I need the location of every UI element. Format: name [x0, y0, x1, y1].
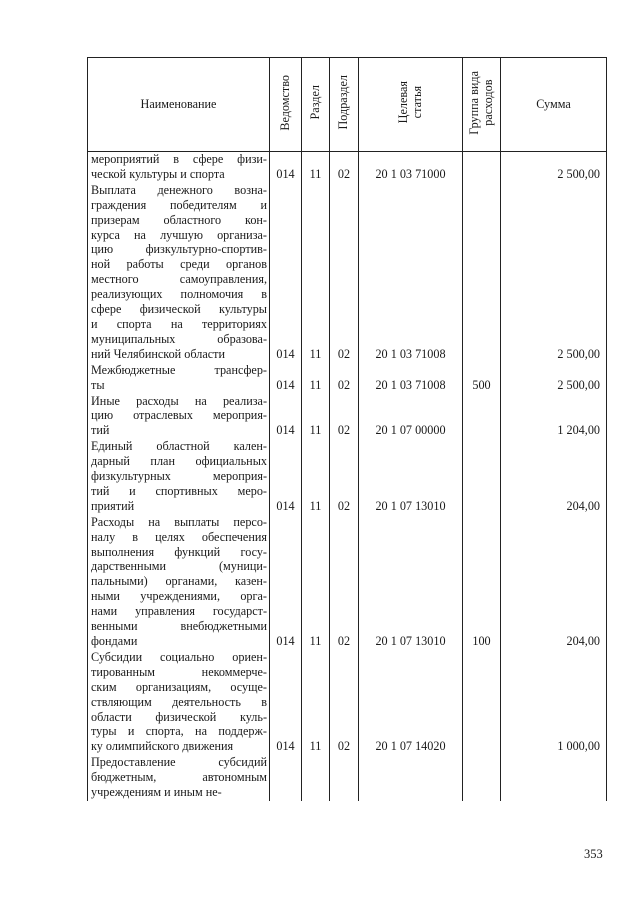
cell-name-line: бюджетным, автономным: [91, 770, 267, 785]
header-razdel: [302, 58, 330, 152]
cell-celevaya-statya: [359, 755, 463, 801]
cell-name-line: ты: [91, 377, 105, 392]
cell-razdel: 11: [302, 515, 330, 650]
table-row: [88, 394, 607, 440]
cell-podrazdel: 02: [330, 515, 359, 650]
cell-celevaya-statya: 20 1 03 71008: [359, 363, 463, 394]
cell-celevaya-statya: 20 1 07 13010: [359, 515, 463, 650]
header-razdel-text: Раздел: [307, 85, 322, 120]
cell-name-line: тий: [91, 423, 110, 438]
table-row: [88, 755, 607, 801]
cell-summa: 2 500,00: [501, 363, 607, 394]
table-row: [88, 363, 607, 394]
cell-name-line: сфере физической культуры: [91, 302, 267, 317]
cell-razdel: [302, 755, 330, 801]
cell-celevaya-statya: 20 1 07 00000: [359, 394, 463, 440]
cell-summa: 1 000,00: [501, 650, 607, 755]
cell-podrazdel: [330, 755, 359, 801]
cell-razdel: 11: [302, 183, 330, 363]
cell-name-line: Единый областной кален-: [91, 439, 267, 454]
cell-name-line: муниципальных образова-: [91, 331, 267, 346]
cell-name-line: венными внебюджетными: [91, 619, 267, 634]
cell-gruppa: [463, 439, 501, 515]
cell-name-line: выполнения функций госу-: [91, 544, 267, 559]
cell-razdel: 11: [302, 363, 330, 394]
header-celevaya-text: [396, 81, 424, 123]
cell-name-line: ной работы среди органов: [91, 257, 267, 272]
cell-name-line: тий и спортивных меро-: [91, 483, 267, 498]
cell-name-line: тированным некоммерче-: [91, 664, 267, 679]
header-gruppa-text: [467, 71, 495, 135]
cell-summa: [501, 755, 607, 801]
cell-gruppa: [463, 650, 501, 755]
cell-celevaya-statya: 20 1 03 71000: [359, 152, 463, 183]
cell-name-line: мероприятий в сфере физи-: [91, 152, 267, 166]
table-row: [88, 183, 607, 363]
header-vedomstvo: [270, 58, 302, 152]
cell-name-line: дарный план официальных: [91, 454, 267, 469]
cell-celevaya-statya: 20 1 03 71008: [359, 183, 463, 363]
cell-gruppa: [463, 152, 501, 183]
cell-gruppa: 100: [463, 515, 501, 650]
table-row: [88, 152, 607, 183]
table-body: [88, 152, 607, 801]
cell-razdel: 11: [302, 650, 330, 755]
cell-vedomstvo: 014: [270, 363, 302, 394]
cell-name-line: Выплата денежного возна-: [91, 182, 267, 197]
header-name-text: Наименование: [140, 97, 217, 111]
cell-gruppa: [463, 183, 501, 363]
cell-name-line: ний Челябинской области: [91, 346, 225, 361]
cell-name-line: учреждениям и иным не-: [91, 785, 222, 800]
cell-name-line: ными учреждениями, орга-: [91, 589, 267, 604]
table-row: [88, 439, 607, 515]
cell-name: [88, 363, 270, 394]
cell-name: [88, 394, 270, 440]
header-gruppa-line2: расходов: [481, 79, 496, 126]
table-row: [88, 515, 607, 650]
cell-podrazdel: 02: [330, 363, 359, 394]
cell-name: [88, 650, 270, 755]
cell-name-line: Субсидии социально ориен-: [91, 649, 267, 664]
table-header: [88, 58, 607, 152]
cell-name-line: ствляющим деятельность в: [91, 694, 267, 709]
cell-vedomstvo: 014: [270, 183, 302, 363]
header-celevaya-statya: [359, 58, 463, 152]
cell-vedomstvo: 014: [270, 650, 302, 755]
cell-podrazdel: 02: [330, 152, 359, 183]
header-summa-text: Сумма: [536, 97, 571, 111]
cell-name-line: ским организациям, осуще-: [91, 679, 267, 694]
header-summa: [501, 58, 607, 152]
cell-name-line: приятий: [91, 498, 135, 513]
cell-name-line: области физической куль-: [91, 709, 267, 724]
cell-name-line: пальными) органами, казен-: [91, 574, 267, 589]
cell-podrazdel: 02: [330, 650, 359, 755]
cell-vedomstvo: 014: [270, 439, 302, 515]
header-celevaya-line1: Целевая: [396, 81, 411, 124]
cell-name-line: нами управления государст-: [91, 604, 267, 619]
cell-name-line: Предоставление субсидий: [91, 755, 267, 770]
cell-vedomstvo: 014: [270, 152, 302, 183]
cell-name-line: курса на лучшую организа-: [91, 227, 267, 242]
cell-gruppa: [463, 394, 501, 440]
cell-summa: 1 204,00: [501, 394, 607, 440]
cell-name-line: местного самоуправления,: [91, 272, 267, 287]
cell-name-line: призерам областного кон-: [91, 212, 267, 227]
cell-name-line: ческой культуры и спорта: [91, 166, 225, 181]
header-podrazdel-text: Подраздел: [336, 75, 351, 130]
cell-gruppa: 500: [463, 363, 501, 394]
cell-name-line: ку олимпийского движения: [91, 739, 234, 754]
cell-name-line: реализующих полномочия в: [91, 287, 267, 302]
cell-name: [88, 439, 270, 515]
header-podrazdel: [330, 58, 359, 152]
cell-name-line: Расходы на выплаты персо-: [91, 514, 267, 529]
cell-name-line: физкультурных мероприя-: [91, 469, 267, 484]
cell-name: [88, 515, 270, 650]
cell-vedomstvo: 014: [270, 515, 302, 650]
cell-summa: 2 500,00: [501, 152, 607, 183]
cell-name-line: дарственными (муници-: [91, 559, 267, 574]
cell-name-line: цию физкультурно-спортив-: [91, 242, 267, 257]
cell-celevaya-statya: 20 1 07 14020: [359, 650, 463, 755]
cell-razdel: 11: [302, 439, 330, 515]
cell-name-line: фондами: [91, 634, 138, 648]
cell-podrazdel: 02: [330, 394, 359, 440]
cell-name-line: туры и спорта, на поддерж-: [91, 724, 267, 739]
cell-celevaya-statya: 20 1 07 13010: [359, 439, 463, 515]
cell-name: [88, 152, 270, 183]
cell-name-line: граждения победителям и: [91, 197, 267, 212]
cell-vedomstvo: 014: [270, 394, 302, 440]
cell-summa: 204,00: [501, 439, 607, 515]
cell-name-line: цию отраслевых мероприя-: [91, 408, 267, 423]
cell-name: [88, 755, 270, 801]
cell-podrazdel: 02: [330, 183, 359, 363]
page-number: 353: [584, 847, 603, 861]
header-name: [88, 58, 270, 152]
cell-name-line: и спорта на территориях: [91, 316, 267, 331]
cell-gruppa: [463, 755, 501, 801]
cell-name: [88, 183, 270, 363]
cell-summa: 2 500,00: [501, 183, 607, 363]
budget-table: [87, 57, 607, 801]
cell-name-line: Иные расходы на реализа-: [91, 393, 267, 408]
cell-name-line: Межбюджетные трансфер-: [91, 362, 267, 377]
header-celevaya-line2: статья: [410, 86, 425, 119]
cell-summa: 204,00: [501, 515, 607, 650]
cell-razdel: 11: [302, 152, 330, 183]
cell-name-line: налу в целях обеспечения: [91, 529, 267, 544]
header-vedomstvo-text: Ведомство: [277, 74, 292, 131]
cell-podrazdel: 02: [330, 439, 359, 515]
header-gruppa-line1: Группа вида: [467, 70, 482, 135]
cell-razdel: 11: [302, 394, 330, 440]
table-row: [88, 650, 607, 755]
header-gruppa-vida-rashodov: [463, 58, 501, 152]
cell-vedomstvo: [270, 755, 302, 801]
